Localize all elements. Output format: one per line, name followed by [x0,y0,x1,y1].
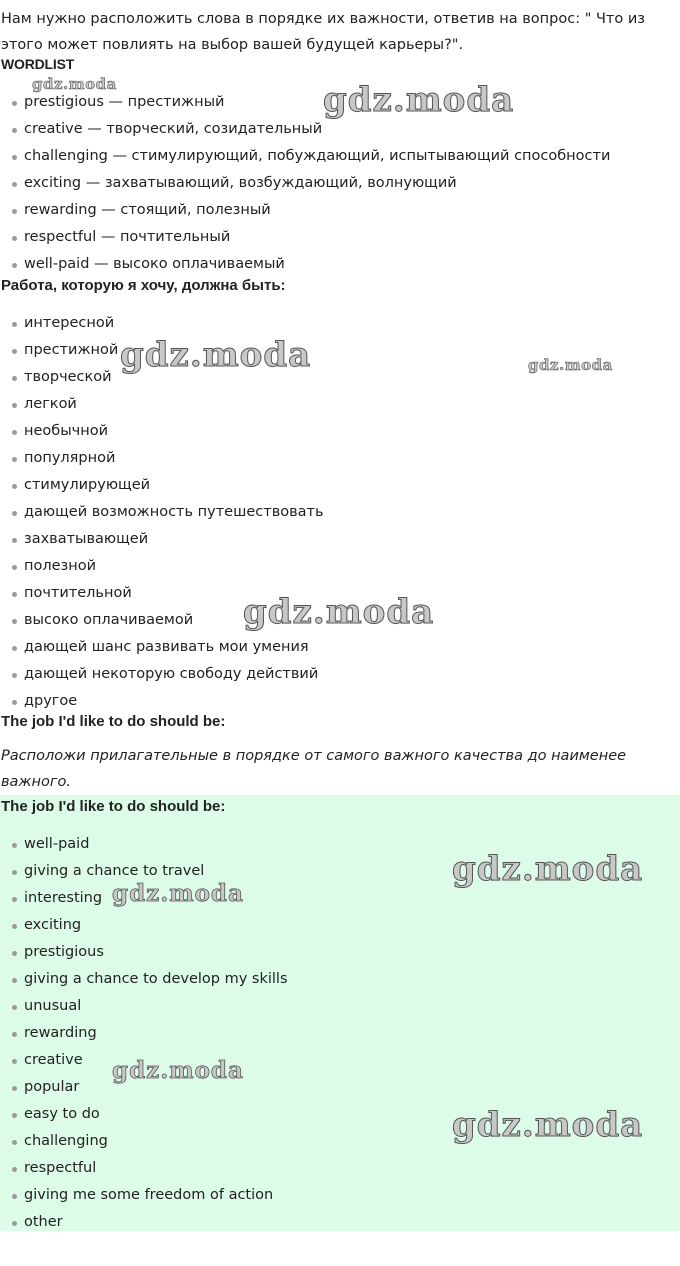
list-item [0,499,324,526]
list-item-text: easy to do [24,1106,100,1122]
bullet-icon [12,924,17,929]
bullet-icon [12,978,17,983]
bullet-icon [12,182,17,187]
answer-title: The job I'd like to do should be: [1,798,226,815]
list-item-text: дающей шанс развивать мои умения [24,639,309,655]
list-item [0,607,324,634]
list-item-text: other [24,1214,63,1230]
list-item [0,251,610,278]
list-item-text: creative [24,1052,83,1068]
list-item [0,1182,288,1209]
list-item-text: popular [24,1079,80,1095]
list-item [0,337,324,364]
answer-list [0,831,288,1236]
list-item-text: полезной [24,558,97,574]
adjectives-list [0,310,324,715]
list-item [0,472,324,499]
list-item [0,1020,288,1047]
list-item-text: respectful — почтительный [24,229,231,245]
list-item-text: интересной [24,315,115,331]
list-item-text: другое [24,693,78,709]
list-item-text: захватывающей [24,531,149,547]
list-item-text: creative — творческий, созидательный [24,121,323,137]
watermark: gdz.moda [112,1057,244,1084]
bullet-icon [12,1167,17,1172]
list-item-text: rewarding [24,1025,97,1041]
list-item-text: giving a chance to develop my skills [24,971,288,987]
list-item-text: exciting [24,917,82,933]
bullet-icon [12,1032,17,1037]
bullet-icon [12,236,17,241]
list-item [0,939,288,966]
list-item [0,391,324,418]
bullet-icon [12,700,17,705]
list-item [0,116,610,143]
list-item [0,688,324,715]
list-item-text: interesting [24,890,103,906]
bullet-icon [12,565,17,570]
list-item-text: unusual [24,998,82,1014]
watermark: gdz.moda [452,1105,644,1145]
list-item-text: well-paid [24,836,90,852]
watermark: gdz.moda [112,880,244,907]
list-item [0,553,324,580]
list-item [0,364,324,391]
list-item [0,445,324,472]
list-item [0,885,288,912]
bullet-icon [12,1194,17,1199]
watermark: gdz.moda [243,592,435,632]
list-item [0,858,288,885]
list-item-text: challenging [24,1133,108,1149]
list-item-text: giving a chance to travel [24,863,205,879]
task-instruction: Расположи прилагательные в порядке от самого важного качества до наименее важного. [1,748,627,790]
task-title: The job I'd like to do should be: [1,713,226,730]
list-item-text: prestigious [24,944,104,960]
list-item [0,526,324,553]
bullet-icon [12,538,17,543]
wordlist-title: WORDLIST [1,56,75,72]
bullet-icon [12,128,17,133]
list-item [0,418,324,445]
bullet-icon [12,1059,17,1064]
bullet-icon [12,870,17,875]
list-item-text: необычной [24,423,109,439]
list-item-text: легкой [24,396,77,412]
bullet-icon [12,592,17,597]
list-item [0,1074,288,1101]
list-item [0,831,288,858]
bullet-icon [12,209,17,214]
list-item-text: стимулирующей [24,477,151,493]
bullet-icon [12,1086,17,1091]
list-item [0,89,610,116]
list-item-text: prestigious — престижный [24,94,225,110]
bullet-icon [12,484,17,489]
list-item [0,912,288,939]
bullet-icon [12,619,17,624]
list-item [0,1128,288,1155]
bullet-icon [12,457,17,462]
bullet-icon [12,263,17,268]
wordlist [0,89,610,278]
watermark: gdz.moda [120,335,312,375]
list-item-text: престижной [24,342,119,358]
bullet-icon [12,951,17,956]
bullet-icon [12,897,17,902]
bullet-icon [12,646,17,651]
watermark: gdz.moda [32,75,117,93]
bullet-icon [12,349,17,354]
watermark: gdz.moda [452,849,644,889]
list-item-text: giving me some freedom of action [24,1187,274,1203]
list-item [0,580,324,607]
bullet-icon [12,322,17,327]
list-item-text: почтительной [24,585,132,601]
list-item [0,170,610,197]
bullet-icon [12,101,17,106]
list-item-text: дающей возможность путешествовать [24,504,324,520]
list-item-text: творческой [24,369,112,385]
list-item [0,1155,288,1182]
list-item [0,966,288,993]
bullet-icon [12,403,17,408]
list-item-text: высоко оплачиваемой [24,612,194,628]
list-item-text: well-paid — высоко оплачиваемый [24,256,285,272]
list-item [0,993,288,1020]
bullet-icon [12,430,17,435]
bullet-icon [12,843,17,848]
bullet-icon [12,1140,17,1145]
bullet-icon [12,155,17,160]
bullet-icon [12,1113,17,1118]
list-item [0,634,324,661]
intro-text: Нам нужно расположить слова в порядке их важности, ответив на вопрос: " Что из этого может повлиять на выбор вашей будущей карьеры?". [1,11,645,53]
list-item-text: exciting — захватывающий, возбуждающий, волнующий [24,175,457,191]
list-item [0,1047,288,1074]
list-item [0,197,610,224]
list-item [0,1209,288,1236]
watermark: gdz.moda [528,356,613,374]
list-item-text: популярной [24,450,116,466]
bullet-icon [12,1221,17,1226]
list-item-text: challenging — стимулирующий, побуждающий, испытывающий способности [24,148,611,164]
bullet-icon [12,511,17,516]
list-item [0,310,324,337]
list-item [0,143,610,170]
bullet-icon [12,673,17,678]
bullet-icon [12,1005,17,1010]
list-item [0,1101,288,1128]
list-item-text: дающей некоторую свободу действий [24,666,319,682]
watermark: gdz.moda [323,80,515,120]
list-item-text: rewarding — стоящий, полезный [24,202,271,218]
bullet-icon [12,376,17,381]
list-item [0,661,324,688]
list-item [0,224,610,251]
list-item-text: respectful [24,1160,97,1176]
adjectives-title: Работа, которую я хочу, должна быть: [1,277,286,294]
